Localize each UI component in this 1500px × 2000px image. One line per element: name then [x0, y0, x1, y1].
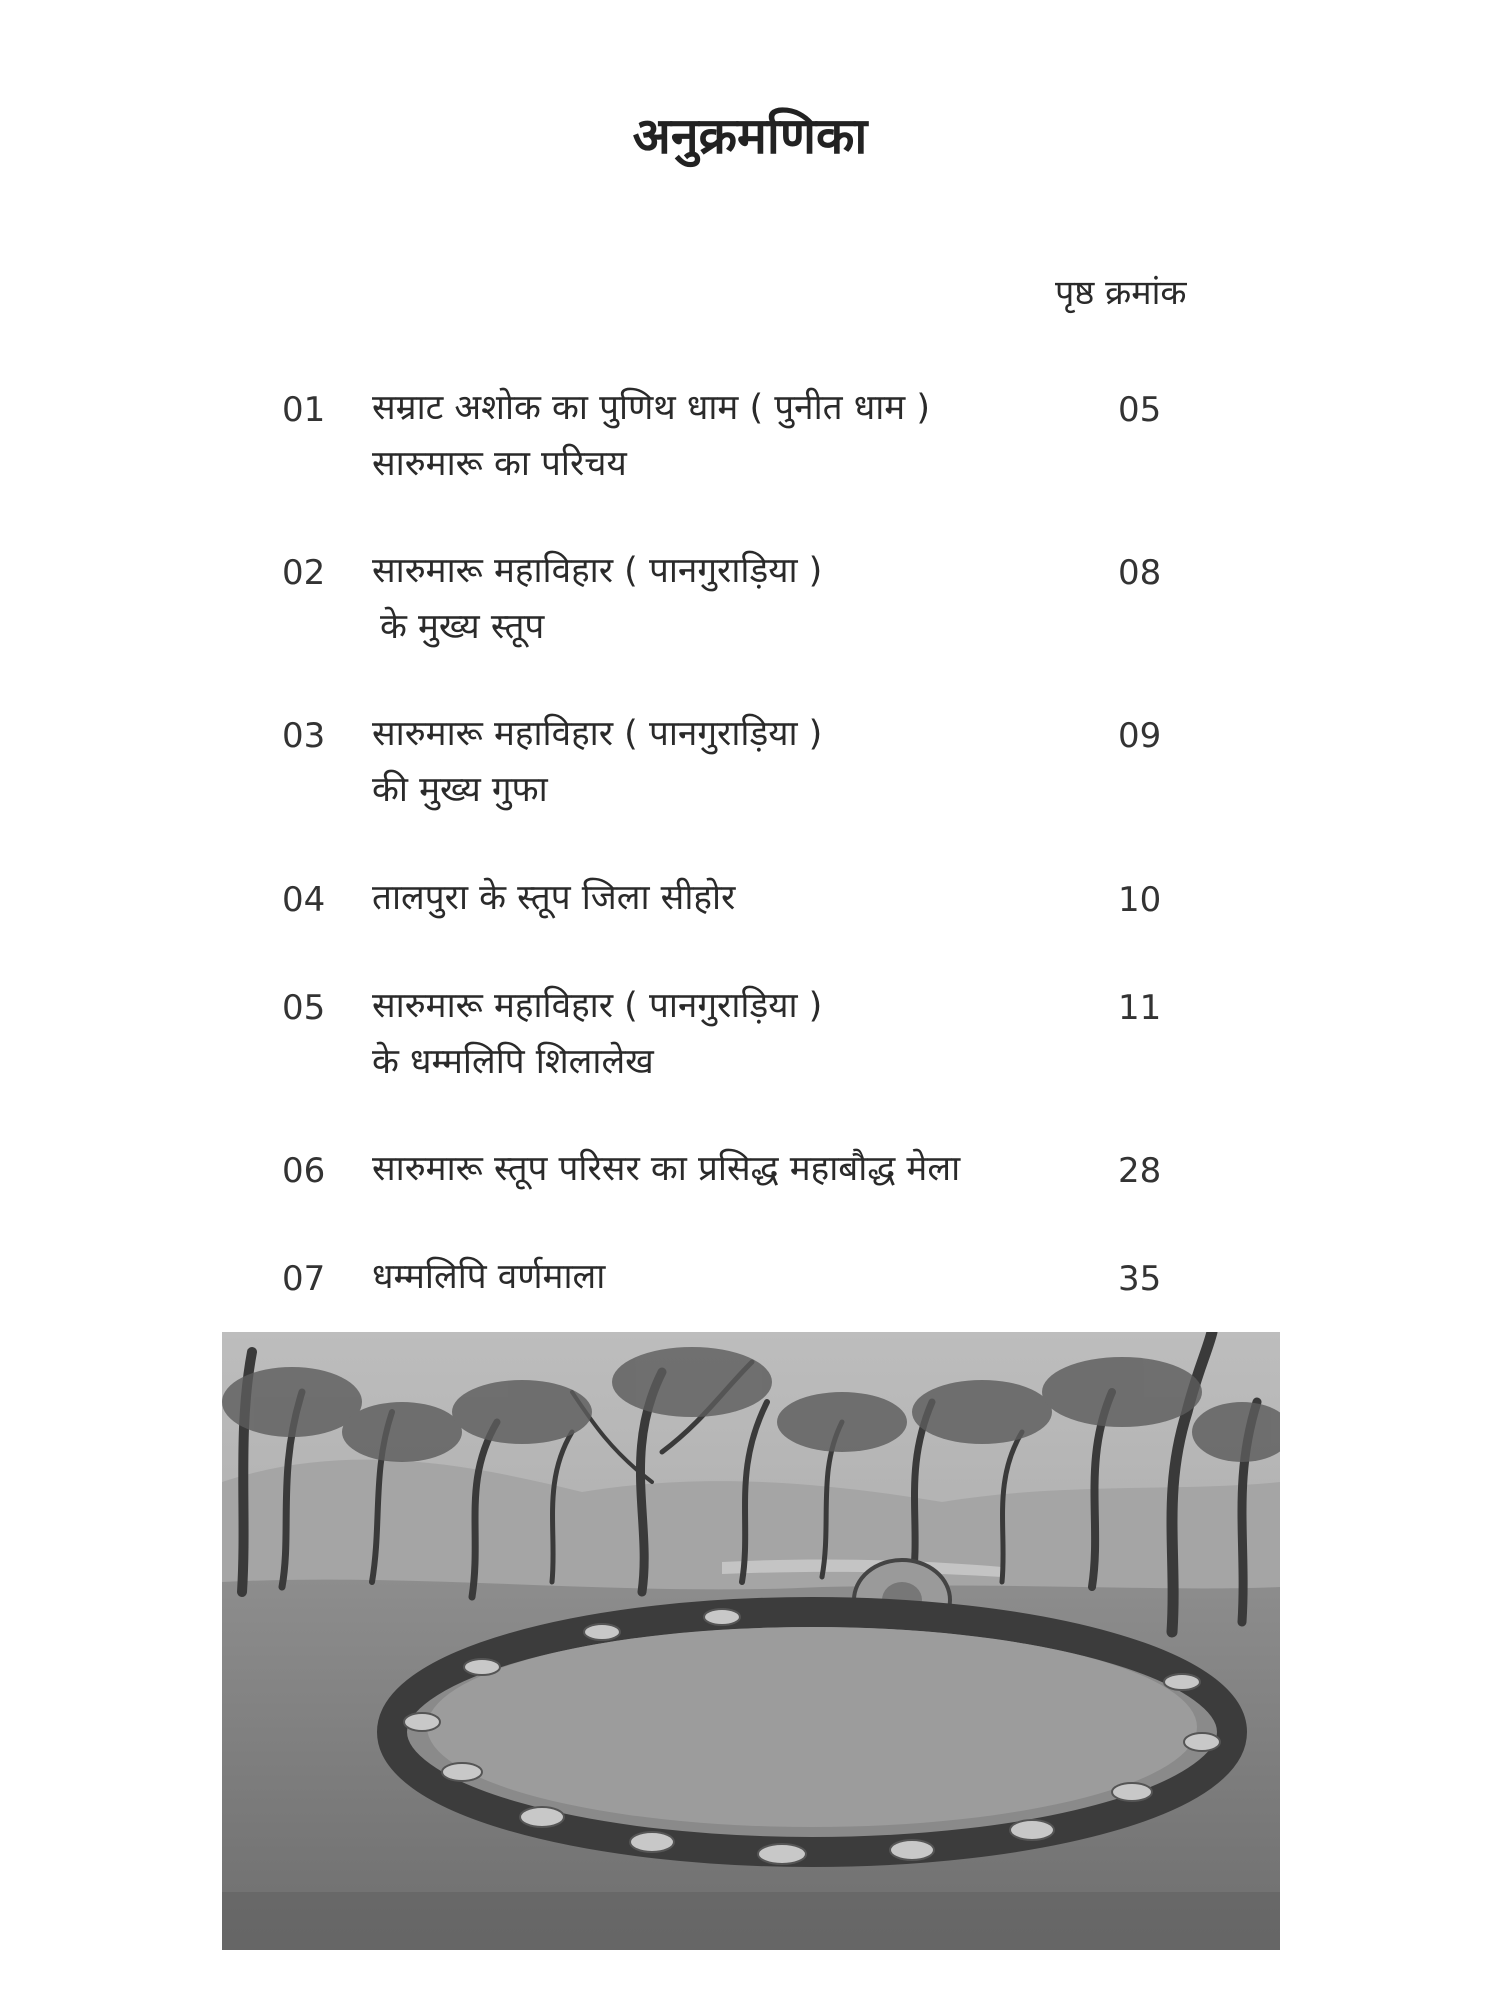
entry-title — [372, 978, 822, 1090]
entry-number: 05 — [282, 988, 326, 1028]
entry-title — [372, 1141, 960, 1197]
entry-title — [372, 870, 735, 926]
entry-number: 02 — [282, 553, 326, 593]
entry-title-line: सारुमारू महाविहार ( पानगुराड़िया ) — [372, 986, 823, 1026]
entry-page: 10 — [1118, 880, 1162, 920]
entry-title-line: सम्राट अशोक का पुणिथ धाम ( पुनीत धाम ) — [372, 388, 931, 428]
entry-title-line: सारुमारू महाविहार ( पानगुराड़िया ) — [372, 714, 823, 754]
entry-page: 05 — [1118, 390, 1162, 430]
entry-title-line: तालपुरा के स्तूप जिला सीहोर — [372, 878, 736, 918]
stupa-site-photo — [222, 1332, 1280, 1950]
entry-number: 06 — [282, 1151, 326, 1191]
entry-title — [372, 706, 822, 818]
entry-number: 07 — [282, 1259, 326, 1299]
page-title: अनुक्रमणिका — [632, 107, 868, 165]
entry-title-line: की मुख्य गुफा — [372, 770, 548, 810]
entry-number: 03 — [282, 716, 326, 756]
entry-page: 08 — [1118, 553, 1162, 593]
entry-page: 09 — [1118, 716, 1162, 756]
entry-title — [372, 1249, 605, 1305]
entry-number: 01 — [282, 390, 326, 430]
entry-title-line: धम्मलिपि वर्णमाला — [372, 1257, 606, 1297]
entry-title — [372, 380, 930, 492]
entry-title-line: सारुमारू का परिचय — [372, 444, 627, 484]
entry-title — [372, 543, 822, 655]
entry-page: 11 — [1118, 988, 1162, 1028]
entry-page: 35 — [1118, 1259, 1162, 1299]
page-number-column-header: पृष्ठ क्रमांक — [1055, 273, 1187, 313]
entry-title-line: सारुमारू महाविहार ( पानगुराड़िया ) — [372, 551, 823, 591]
entry-page: 28 — [1118, 1151, 1162, 1191]
entry-title-line: सारुमारू स्तूप परिसर का प्रसिद्ध महाबौद्ध मेला — [372, 1149, 961, 1189]
entry-title-line: के मुख्य स्तूप — [380, 607, 545, 647]
entry-number: 04 — [282, 880, 326, 920]
entry-title-line: के धम्मलिपि शिलालेख — [372, 1042, 654, 1082]
